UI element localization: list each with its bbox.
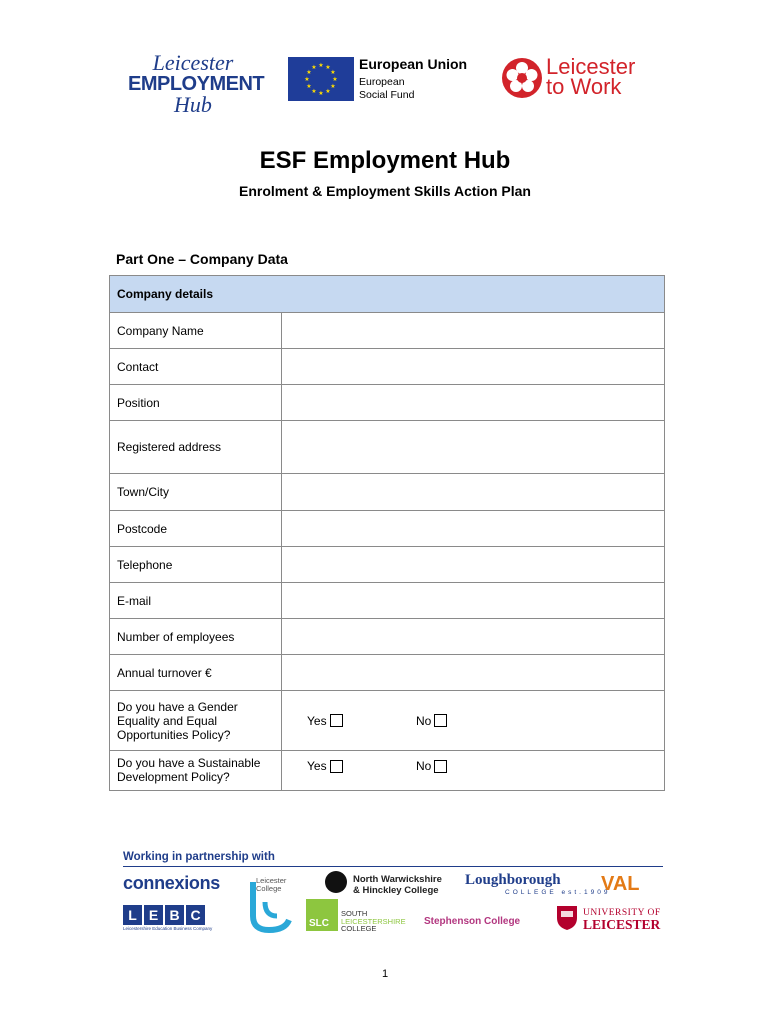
- lebc-letter: L: [123, 905, 142, 925]
- connexions-logo: connexions: [123, 873, 221, 893]
- page-subtitle: Enrolment & Employment Skills Action Plan: [239, 183, 531, 199]
- no-checkbox[interactable]: [434, 760, 447, 773]
- company-details-table: [109, 275, 665, 791]
- logo-line: EMPLOYMENT: [128, 73, 265, 95]
- logo-line: LEICESTERSHIRE: [341, 916, 406, 926]
- logo-line: Hub: [174, 92, 212, 117]
- contact-field[interactable]: [282, 349, 665, 385]
- svg-text:★: ★: [332, 76, 338, 83]
- stephenson-college-logo: Stephenson College: [424, 916, 521, 927]
- university-of-leicester-logo: [583, 907, 661, 931]
- question-label: Do you have a Gender Equality and Equal Opportunities Policy?: [110, 691, 282, 751]
- north-warwickshire-logo: [353, 874, 442, 896]
- number-of-employees-field[interactable]: [282, 619, 665, 655]
- logo-line: Leicester: [152, 50, 234, 75]
- logo-line: LEICESTER: [583, 917, 661, 932]
- question-label: Do you have a Sustainable Development Policy?: [110, 751, 282, 791]
- lebc-letter: C: [186, 905, 205, 925]
- field-label: Contact: [110, 349, 282, 385]
- yes-checkbox[interactable]: [330, 714, 343, 727]
- option-label: Yes: [307, 759, 327, 773]
- position-field[interactable]: [282, 385, 665, 421]
- field-label: Company Name: [110, 313, 282, 349]
- south-leicestershire-logo: [341, 910, 406, 933]
- yes-checkbox[interactable]: [330, 760, 343, 773]
- annual-turnover-field[interactable]: [282, 655, 665, 691]
- svg-text:★: ★: [306, 83, 312, 90]
- logo-line: UNIVERSITY OF: [583, 908, 661, 918]
- lebc-subtitle: Leicestershire Education Business Company: [123, 926, 213, 931]
- sustainable-development-yes-option[interactable]: [307, 759, 343, 773]
- eu-flag-icon: [288, 57, 354, 101]
- svg-text:★: ★: [330, 69, 336, 76]
- svg-text:★: ★: [330, 83, 336, 90]
- svg-text:★: ★: [306, 69, 312, 76]
- svg-text:★: ★: [318, 62, 324, 69]
- svg-text:★: ★: [311, 88, 317, 95]
- logo-line: & Hinckley College: [353, 885, 439, 896]
- logo-line: North Warwickshire: [353, 874, 442, 885]
- svg-text:★: ★: [304, 76, 310, 83]
- option-label: Yes: [307, 713, 327, 728]
- loughborough-logo: Loughborough: [465, 872, 561, 888]
- field-label: Position: [110, 385, 282, 421]
- email-field[interactable]: [282, 583, 665, 619]
- north-warwickshire-emblem-icon: [325, 871, 347, 893]
- svg-text:★: ★: [325, 64, 331, 71]
- university-shield-icon: [556, 905, 578, 931]
- lebc-letter: E: [144, 905, 163, 925]
- field-label: Annual turnover €: [110, 655, 282, 691]
- leicester-to-work-logo: [546, 54, 636, 99]
- option-label: No: [416, 713, 432, 728]
- eu-subtitle-line: Social Fund: [359, 89, 415, 101]
- field-label: Registered address: [110, 421, 282, 474]
- gender-equality-yes-option[interactable]: [307, 714, 343, 728]
- svg-text:★: ★: [318, 90, 324, 97]
- sustainable-development-no-option[interactable]: [416, 759, 447, 773]
- partners-title: Working in partnership with: [123, 851, 275, 863]
- sustainable-development-options: [282, 751, 665, 791]
- logo-line: SOUTH: [341, 909, 368, 918]
- gender-equality-no-option[interactable]: [416, 714, 447, 728]
- logo-line: COLLEGE: [341, 924, 377, 933]
- field-label: Number of employees: [110, 619, 282, 655]
- leicester-employment-hub-logo: [128, 50, 265, 117]
- loughborough-subtitle: COLLEGE est.1909: [505, 889, 611, 896]
- svg-text:★: ★: [325, 88, 331, 95]
- field-label: Postcode: [110, 511, 282, 547]
- logo-line: Leicester: [256, 876, 287, 885]
- eu-title: European Union: [359, 56, 468, 72]
- logo-line: to Work: [546, 74, 622, 99]
- postcode-field[interactable]: [282, 511, 665, 547]
- no-checkbox[interactable]: [434, 714, 447, 727]
- rose-emblem-icon: [501, 57, 543, 99]
- town-city-field[interactable]: [282, 474, 665, 511]
- logo-line: College: [256, 884, 282, 893]
- lebc-letter: B: [165, 905, 184, 925]
- field-label: Telephone: [110, 547, 282, 583]
- field-label: E-mail: [110, 583, 282, 619]
- lebc-logo: [123, 905, 205, 925]
- page-number: 1: [381, 968, 389, 980]
- field-label: Town/City: [110, 474, 282, 511]
- page-title: ESF Employment Hub: [259, 147, 511, 174]
- company-name-field[interactable]: [282, 313, 665, 349]
- registered-address-field[interactable]: [282, 421, 665, 474]
- telephone-field[interactable]: [282, 547, 665, 583]
- svg-text:★: ★: [311, 64, 317, 71]
- partners-divider: [123, 866, 663, 867]
- slc-badge-text: SLC: [309, 918, 329, 929]
- logo-line: Leicester: [546, 54, 636, 79]
- leicester-college-logo: [256, 877, 286, 893]
- eu-subtitle: [359, 76, 449, 102]
- val-logo: VAL: [601, 873, 640, 895]
- table-header: Company details: [110, 276, 665, 313]
- gender-equality-options: [282, 691, 665, 751]
- eu-subtitle-line: European: [359, 76, 405, 88]
- slc-badge: [306, 899, 338, 931]
- section-title: Part One – Company Data: [116, 251, 288, 267]
- option-label: No: [416, 759, 432, 773]
